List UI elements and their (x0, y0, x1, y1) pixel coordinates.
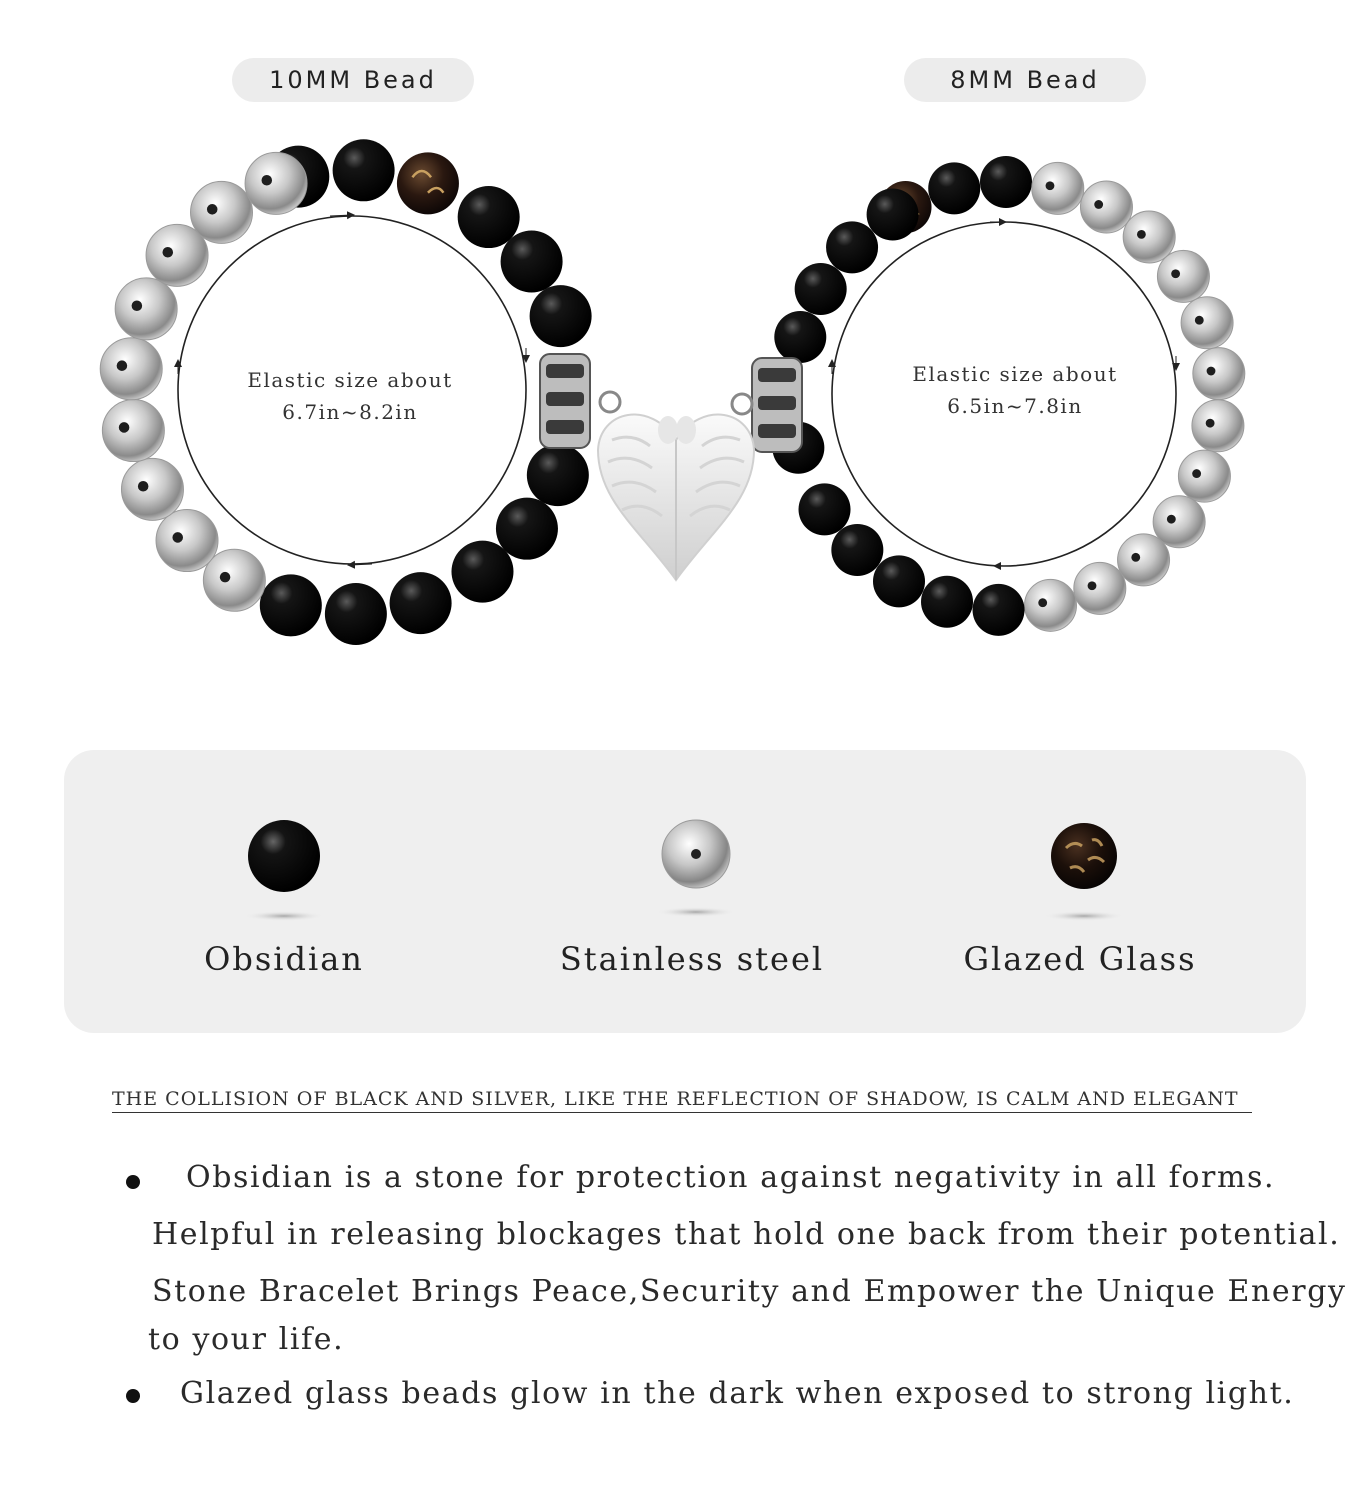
steel-bead (1181, 297, 1233, 349)
steel-bead (245, 152, 307, 214)
elastic-range: 6.7in~8.2in (282, 400, 418, 424)
steel-bead-icon (642, 808, 742, 928)
obsidian-bead (928, 162, 980, 214)
materials-panel (64, 750, 1306, 1033)
bullet-1-line-4: to your life. (148, 1322, 345, 1357)
angel-heart-icon (598, 415, 754, 580)
glazed-glass-bead-icon (1030, 808, 1130, 928)
steel-bead (191, 181, 253, 243)
steel-bead (115, 278, 177, 340)
material-label: Glazed Glass (963, 940, 1197, 978)
obsidian-bead (873, 555, 925, 607)
steel-bead (1024, 579, 1076, 631)
size-label-8mm: 8MM Bead (904, 58, 1146, 102)
obsidian-bead (325, 583, 387, 645)
obsidian-bead (831, 524, 883, 576)
steel-bead (1080, 181, 1132, 233)
material-label: Obsidian (204, 940, 364, 978)
size-label-10mm: 10MM Bead (232, 58, 474, 102)
material-glazed-glass (900, 750, 1260, 1033)
bullet-icon (126, 1389, 140, 1403)
steel-bead (1193, 348, 1245, 400)
bullet-2-line-1: Glazed glass beads glow in the dark when exposed to strong light. (180, 1376, 1295, 1411)
spacer-bead-left (540, 354, 590, 448)
obsidian-bead (530, 285, 592, 347)
obsidian-bead (867, 189, 919, 241)
obsidian-bead (260, 574, 322, 636)
steel-bead (1192, 400, 1244, 452)
elastic-range: 6.5in~7.8in (947, 394, 1083, 418)
elastic-caption: Elastic size about (912, 362, 1118, 386)
steel-bead (1178, 450, 1230, 502)
obsidian-bead (458, 186, 520, 248)
material-label: Stainless steel (559, 940, 825, 978)
steel-bead (156, 510, 218, 572)
spacer-bead-right (752, 358, 802, 452)
steel-bead (1032, 162, 1084, 214)
steel-bead (121, 458, 183, 520)
obsidian-bead (921, 576, 973, 628)
bullet-icon (126, 1175, 140, 1189)
obsidian-bead (799, 483, 851, 535)
steel-bead (100, 338, 162, 400)
obsidian-bead (501, 231, 563, 293)
obsidian-bead (795, 263, 847, 315)
elastic-size-right (865, 358, 1165, 422)
bullet-1-line-1: Obsidian is a stone for protection against negativity in all forms. (186, 1160, 1276, 1195)
obsidian-bead (826, 221, 878, 273)
steel-bead (1123, 211, 1175, 263)
obsidian-bead (527, 444, 589, 506)
obsidian-bead (980, 156, 1032, 208)
glass-bead (397, 152, 459, 214)
bullet-1-line-2: Helpful in releasing blockages that hold one back from their potential. (152, 1217, 1341, 1252)
elastic-size-left (200, 364, 500, 428)
elastic-caption: Elastic size about (247, 368, 453, 392)
obsidian-bead (973, 584, 1025, 636)
headline: THE COLLISION OF BLACK AND SILVER, LIKE THE REFLECTION OF SHADOW, IS CALM AND ELEGANT (112, 1088, 1252, 1113)
obsidian-bead-icon (234, 808, 334, 928)
steel-bead (102, 400, 164, 462)
material-obsidian (104, 750, 464, 1033)
steel-bead (1074, 562, 1126, 614)
material-stainless-steel (512, 750, 872, 1033)
steel-bead (1157, 250, 1209, 302)
obsidian-bead (390, 572, 452, 634)
steel-bead (1118, 534, 1170, 586)
obsidian-bead (774, 311, 826, 363)
obsidian-bead (333, 139, 395, 201)
obsidian-bead (496, 498, 558, 560)
bullet-1-line-3: Stone Bracelet Brings Peace,Security and Empower the Unique Energy (152, 1274, 1347, 1309)
obsidian-bead (451, 541, 513, 603)
